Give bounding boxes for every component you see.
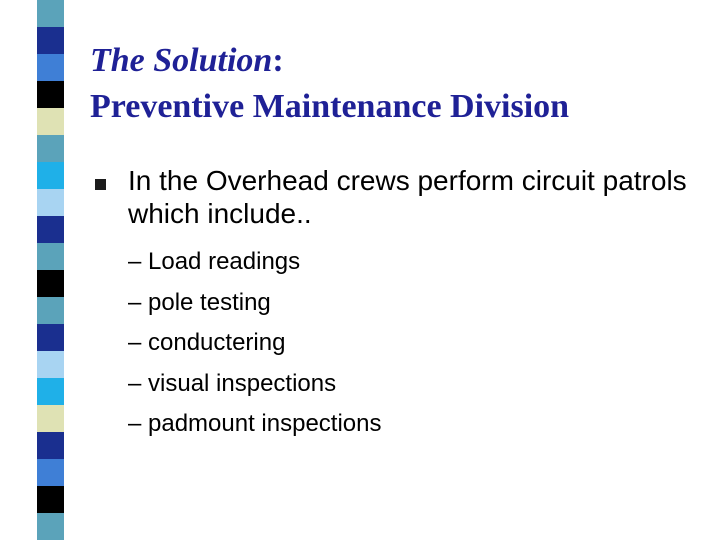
- stripe-block: [37, 189, 64, 216]
- stripe-block: [37, 297, 64, 324]
- stripe-block: [37, 54, 64, 81]
- sub-item-conductering: – conductering: [128, 329, 286, 356]
- square-bullet-icon: [95, 179, 106, 190]
- stripe-block: [37, 216, 64, 243]
- stripe-block: [37, 135, 64, 162]
- title-colon: :: [272, 42, 284, 79]
- sub-item-load-readings: – Load readings: [128, 248, 301, 275]
- stripe-block: [37, 351, 64, 378]
- stripe-block: [37, 270, 64, 297]
- sub-item-padmount-inspections: – padmount inspections: [128, 410, 382, 437]
- stripe-block: [37, 27, 64, 54]
- stripe-block: [37, 243, 64, 270]
- stripe-block: [37, 432, 64, 459]
- sub-bullet-list: [128, 242, 688, 445]
- title-italic-part: The Solution: [90, 42, 273, 79]
- sub-item-pole-testing: – pole testing: [128, 288, 271, 316]
- stripe-block: [37, 81, 64, 108]
- stripe-block: [37, 378, 64, 405]
- stripe-block: [37, 324, 64, 351]
- stripe-block: [37, 108, 64, 135]
- stripe-block: [37, 459, 64, 486]
- title-line-2: Preventive Maintenance Division: [90, 88, 570, 125]
- slide-title: [90, 38, 710, 130]
- stripe-block: [37, 405, 64, 432]
- stripe-block: [37, 0, 64, 27]
- sub-item-visual-inspections: – visual inspections: [128, 369, 337, 397]
- stripe-block: [37, 486, 64, 513]
- main-bullet-text: In the Overhead crews perform circuit patrols which include..: [128, 165, 687, 229]
- stripe-block: [37, 162, 64, 189]
- stripe-block: [37, 513, 64, 540]
- decorative-stripe-bar: [37, 0, 64, 540]
